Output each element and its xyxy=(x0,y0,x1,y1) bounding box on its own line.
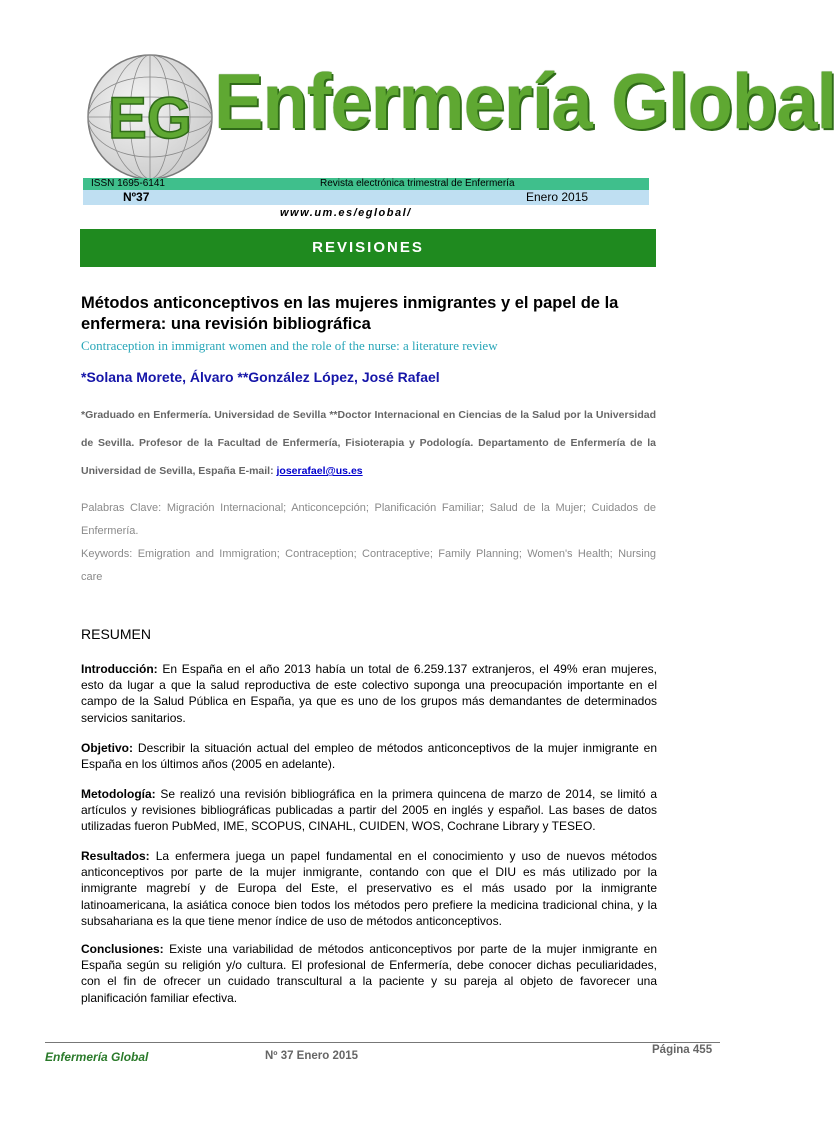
article-title: Métodos anticonceptivos en las mujeres inmigrantes y el papel de la enfermera: una revisión bibliográfica xyxy=(81,294,619,333)
email-link[interactable]: joserafael@us.es xyxy=(276,465,363,477)
abstract-paragraph-introduccion xyxy=(81,661,657,726)
paragraph-label: Resultados: xyxy=(81,849,150,863)
abstract-paragraph-conclusiones xyxy=(81,941,657,1006)
affiliation xyxy=(81,401,656,485)
journal-description: Revista electrónica trimestral de Enfermería xyxy=(320,178,515,189)
abstract-paragraph-resultados xyxy=(81,848,657,929)
logo-letters: EG xyxy=(108,86,192,151)
affiliation-text: *Graduado en Enfermería. Universidad de Sevilla **Doctor Internacional en Ciencias de la Salud por la Universidad de Sevilla. Profesor de la Facultad de Enfermería, Fisioterapia y Podología. Departamento de Enfermería de la Universidad de Sevilla, España E-mail: xyxy=(81,409,656,477)
paragraph-text: Describir la situación actual del empleo de métodos anticonceptivos de la mujer inmigrante en España en los últimos años (2005 en adelante). xyxy=(81,741,657,772)
paragraph-label: Conclusiones: xyxy=(81,942,164,956)
website-link[interactable]: www.um.es/eglobal/ xyxy=(280,207,412,219)
footer-issue: Nº 37 Enero 2015 xyxy=(265,1050,359,1062)
issue-number: Nº37 xyxy=(123,190,150,204)
paragraph-text: Existe una variabilidad de métodos anticonceptivos por parte de la mujer inmigrante en España según su religión y/o cultura. El profesional de Enfermería, debe conocer dichas peculiaridades, con el fin de ofrecer un cuidado transcultural a la paciente y su pareja al objeto de favorecer una planificación familiar efectiva. xyxy=(81,942,657,1005)
globe-logo-icon xyxy=(85,52,215,182)
abstract-heading: RESUMEN xyxy=(81,626,152,642)
abstract-paragraph-metodologia xyxy=(81,786,657,835)
authors: *Solana Morete, Álvaro **González López, José Rafael xyxy=(81,369,440,385)
paragraph-text: En España en el año 2013 había un total de 6.259.137 extranjeros, el 49% eran mujeres, esto da lugar a que la salud reproductiva de este colectivo suponga una preocupación importante en el campo de la Salud Pública en España, ya que es uno de los grupos más demandantes de determinados servicios sanitarios. xyxy=(81,662,657,725)
keywords-spanish: Palabras Clave: Migración Internacional; Anticoncepción; Planificación Familiar; Salud de la Mujer; Cuidados de Enfermería. xyxy=(81,502,656,537)
paragraph-label: Introducción: xyxy=(81,662,158,676)
issue-bar xyxy=(83,190,649,205)
issn: ISSN 1695-6141 xyxy=(91,178,165,189)
issn-bar xyxy=(83,178,649,190)
footer-divider xyxy=(45,1042,720,1043)
journal-title: Enfermería Global xyxy=(214,57,836,145)
issue-date: Enero 2015 xyxy=(526,190,589,204)
section-banner: REVISIONES xyxy=(80,229,656,267)
paragraph-text: Se realizó una revisión bibliográfica en la primera quincena de marzo de 2014, se limitó a artículos y revisiones bibliográficas publicadas a partir del 2005 en inglés y español. Las bases de datos utilizadas fueron PubMed, IME, SCOPUS, CINAHL, CUIDEN, WOS, Cochrane Library y TESEO. xyxy=(81,787,657,834)
page-number: Página 455 xyxy=(652,1044,713,1056)
keywords-block xyxy=(81,497,656,589)
paragraph-label: Objetivo: xyxy=(81,741,134,755)
article-title-english: Contraception in immigrant women and the role of the nurse: a literature review xyxy=(81,338,498,353)
abstract-paragraph-objetivo xyxy=(81,740,657,772)
footer-journal: Enfermería Global xyxy=(45,1050,149,1064)
paragraph-label: Metodología: xyxy=(81,787,156,801)
paragraph-text: La enfermera juega un papel fundamental en el conocimiento y uso de nuevos métodos anticonceptivos por parte de la mujer inmigrante, contando con que el DIU es más utilizado por la inmigrante magrebí y de Europa del Este, el preservativo es el más usado por la inmigrante latinoamericana, la asiática conoce bien todos los métodos pero prefiere la medicina tradicional china, y la subsahariana es la que tiene menor índice de uso de métodos anticonceptivos. xyxy=(81,849,657,928)
keywords-english: Keywords: Emigration and Immigration; Contraception; Contraceptive; Family Planning; Women's Health; Nursing care xyxy=(81,548,656,583)
